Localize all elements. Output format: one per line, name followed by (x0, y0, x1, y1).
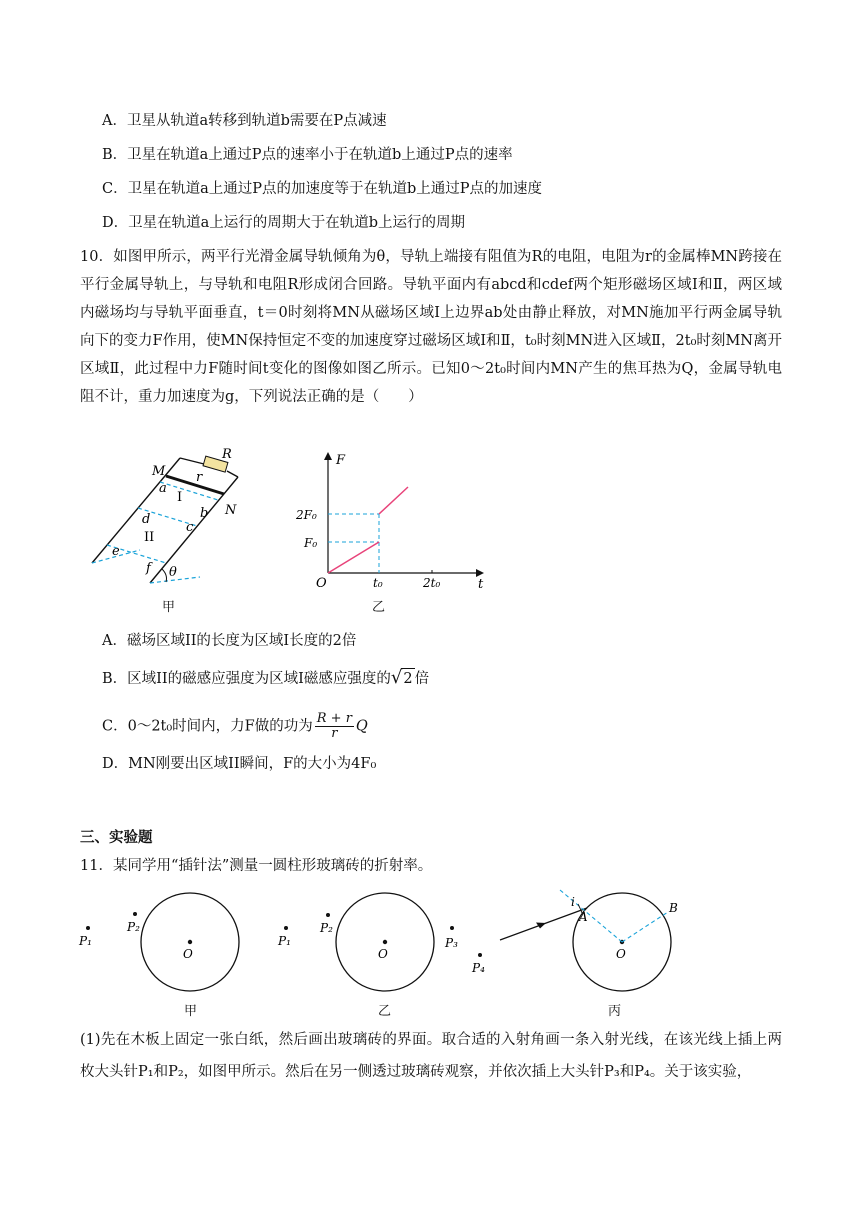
label-m: M (152, 464, 166, 479)
label-b: b (200, 506, 209, 521)
graph-label-f: F (336, 453, 346, 468)
q11-figure-jia (75, 892, 250, 992)
graph-label-origin: O (316, 576, 327, 588)
q10-option-b-text: B．区域II的磁感应强度为区域I磁感应强度的 (102, 671, 391, 687)
jia-label-o: O (183, 947, 193, 961)
graph-label-2f0: 2F₀ (296, 508, 317, 522)
q9-option-d: D．卫星在轨道a上运行的周期大于在轨道b上运行的周期 (102, 215, 466, 231)
yi-label-o: O (378, 947, 388, 961)
q10-option-a: A．磁场区域II的长度为区域I长度的2倍 (102, 633, 357, 649)
q10-stem: 10．如图甲所示，两平行光滑金属导轨倾角为θ，导轨上端接有阻值为R的电阻，电阻为r的金属棒MN跨接在平行金属导轨上，与导轨和电阻R形成闭合回路。导轨平面内有abcd和cdef两个矩形磁场区域Ⅰ和Ⅱ，两区域内磁场均与导轨平面垂直，t＝0时刻将MN从磁场区域Ⅰ上边界ab处由静止释放，对MN施加平行两金属导轨向下的变力F作用，使MN保持恒定不变的加速度穿过磁场区域Ⅰ和Ⅱ，t₀时刻MN进入区域Ⅱ，2t₀时刻MN离开区域Ⅱ，此过程中力F随时间t变化的图像如图乙所示。已知0～2t₀时间内MN产生的焦耳热为Q，金属导轨电阻不计，重力加速度为g，下列说法正确的是（ ） (80, 249, 782, 405)
label-d: d (142, 512, 151, 527)
bing-label-i: i (571, 895, 575, 909)
label-region-i: I (177, 490, 183, 505)
label-c: c (186, 520, 194, 535)
q11-figure-bing (470, 882, 690, 994)
q10-caption-yi: 乙 (372, 600, 386, 615)
graph-label-t: t (478, 577, 484, 588)
q11-stem: 11．某同学用“插针法”测量一圆柱形玻璃砖的折射率。 (80, 858, 433, 874)
bing-label-o: O (616, 947, 626, 961)
label-e: e (112, 544, 120, 559)
q10-option-c (102, 712, 368, 741)
label-resistor-r: R (222, 447, 232, 462)
graph-segment-2 (379, 487, 408, 514)
q10-option-b-radicand: 2 (401, 668, 414, 689)
yi-label-p3: P₃ (445, 936, 458, 950)
q11-caption-yi: 乙 (378, 1004, 392, 1019)
q9-option-b: B．卫星在轨道a上通过P点的速率小于在轨道b上通过P点的速率 (102, 147, 513, 163)
yi-label-p2: P₂ (320, 921, 333, 935)
q10-caption-jia: 甲 (162, 600, 176, 615)
q10-figure-rails (80, 445, 265, 595)
q11-caption-bing: 丙 (608, 1004, 622, 1019)
q10-option-c-text: C．0～2t₀时间内，力F做的功为 (102, 718, 313, 735)
bing-label-a: A (579, 910, 588, 924)
bing-label-p4: P₄ (472, 961, 485, 975)
label-a: a (159, 481, 167, 496)
graph-label-2t0: 2t₀ (423, 576, 441, 588)
q10-option-c-q: Q (355, 718, 368, 735)
graph-segment-1 (328, 542, 379, 573)
label-n: N (225, 503, 237, 518)
yi-label-p1: P₁ (278, 934, 291, 948)
q9-option-a: A．卫星从轨道a转移到轨道b需要在P点减速 (102, 113, 387, 129)
q11-figure-yi (275, 892, 470, 992)
jia-label-p1: P₁ (79, 934, 92, 948)
label-theta: θ (169, 565, 177, 580)
fraction-denominator: r (331, 726, 338, 741)
q9-option-c: C．卫星在轨道a上通过P点的加速度等于在轨道b上通过P点的加速度 (102, 181, 543, 197)
bing-label-b: B (669, 901, 678, 915)
q10-option-b: B．区域II的磁感应强度为区域I磁感应强度的√2 倍 (102, 667, 430, 688)
q10-figure-graph (290, 448, 490, 588)
q11-part-1: (1)先在木板上固定一张白纸，然后画出玻璃砖的界面。取合适的入射角画一条入射光线，在该光线上插上两枚大头针P₁和P₂，如图甲所示。然后在另一侧透过玻璃砖观察，并依次插上大头针P₃和P₄。关于该实验， (80, 1032, 782, 1080)
section-3-title: 三、实验题 (80, 830, 153, 846)
graph-label-f0: F₀ (304, 536, 318, 550)
label-region-ii: II (144, 530, 155, 545)
fraction-numerator: R + r (316, 711, 352, 726)
q10-option-d: D．MN刚要出区域II瞬间，F的大小为4F₀ (102, 756, 377, 772)
q10-option-c-fraction (315, 712, 354, 741)
q11-caption-jia: 甲 (184, 1004, 198, 1019)
jia-label-p2: P₂ (127, 920, 140, 934)
label-small-r: r (196, 470, 203, 485)
graph-label-t0: t₀ (373, 576, 383, 588)
label-f: f (146, 561, 151, 576)
q10-option-b-suffix: 倍 (414, 671, 430, 687)
